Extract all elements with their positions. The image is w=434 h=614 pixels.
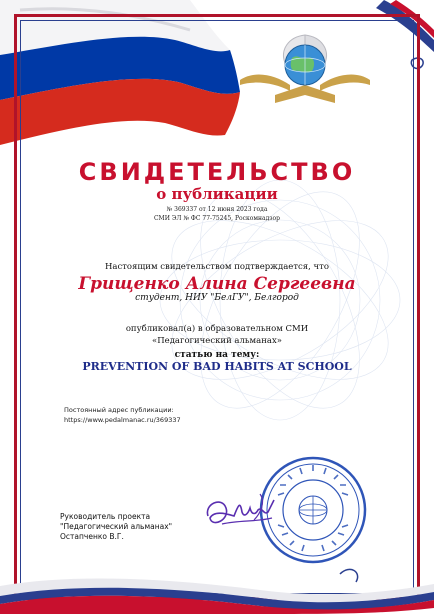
signer-title: Руководитель проекта [60,512,151,521]
theme-label: статью на тему: [174,350,260,360]
handwritten-signature-icon [200,486,280,536]
publication-url: https://www.pedalmanac.ru/369337 [64,416,181,424]
published-line-1: опубликовал(а) в образовательном СМИ [125,324,309,334]
certificate-subtitle: о публикации [156,185,278,203]
certificate-title: СВИДЕТЕЛЬСТВО [78,158,356,186]
author-role: студент, НИУ "БелГУ", Белгород [135,293,299,303]
globe-book-laurel-emblem-icon [230,25,380,120]
address-label: Постоянный адрес публикации: [64,406,174,414]
tricolor-ribbon-bottom [0,554,434,614]
article-title: PREVENTION OF BAD HABITS AT SCHOOL [82,360,352,373]
media-registration: СМИ ЭЛ № ФС 77-75245, Роскомнадзор [153,215,281,222]
signer-project: "Педагогический альманах" [60,522,173,531]
registration-number: № 369337 от 12 июня 2023 года [166,206,268,213]
author-name: Грищенко Алина Сергеевна [78,274,356,294]
published-line-2: «Педагогический альманах» [152,336,282,346]
signer-name: Остапченко В.Г. [60,532,124,541]
confirmation-text: Настоящим свидетельством подтверждается, что [104,262,329,272]
